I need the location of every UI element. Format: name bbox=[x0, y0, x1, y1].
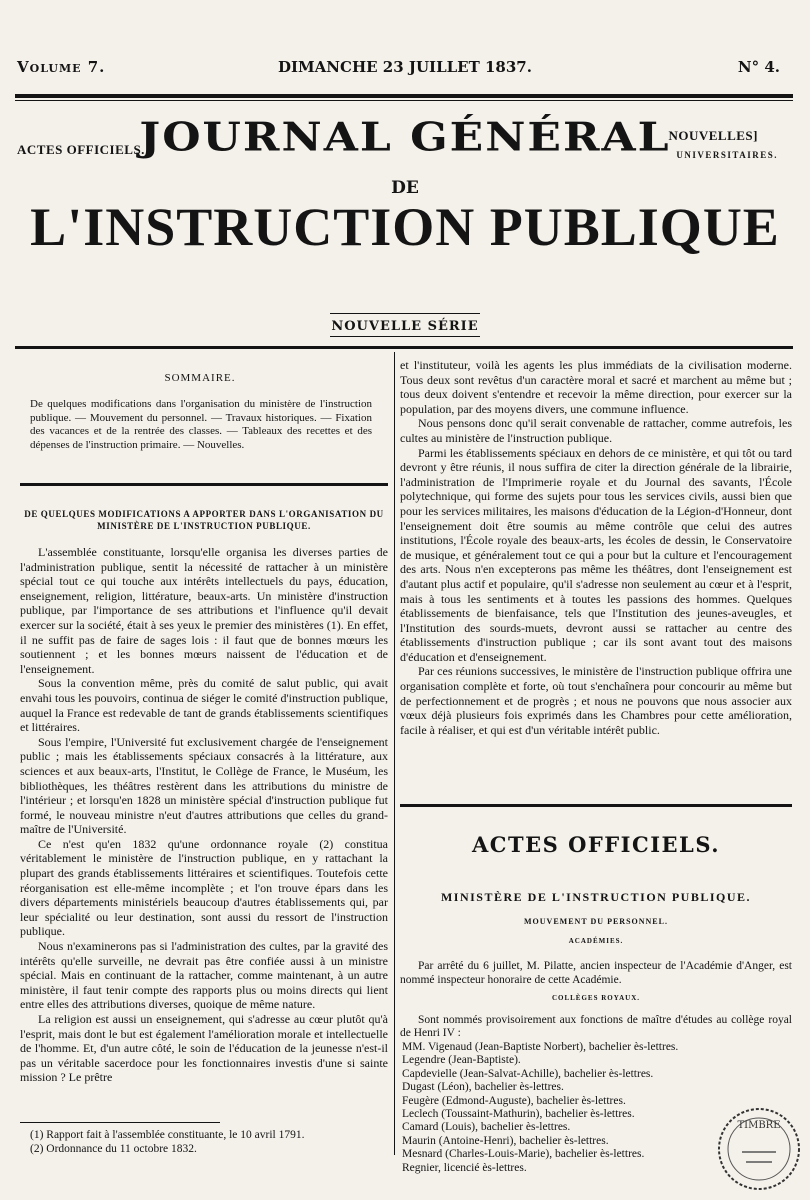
article-paragraph: Parmi les établissements spéciaux en dehors de ce ministère, et qui tôt ou tard devront y être réunis, il nous suffira de citer la direction générale de la librairie, l'administration de l'Imprimerie royale et du Journal des savants, l'École polytechnique, qui forme des sujets pour tous les services civils, aussi bien que pour les services militaires, les maisons d'éducation de la Légion-d'Honneur, dont l'enseignement doit être soumis au même contrôle que celui des autres institutions, l'École royale des beaux-arts, les écoles de dessin, le Conservatoire de musique, et généralement tout ce qui a pour but la culture et l'encouragement des arts. Nous n'en excepterons pas même les théâtres, dont l'enseignement est d'autant plus actif et populaire, qu'il s'adresse non seulement au cœur et à l'esprit, mais à tous les sentiments et à toutes les passions des hommes. Quelques établissements de bienfaisance, tels que l'Institution des jeunes-aveugles, et l'Institution des sourds-muets, devront aussi se rattacher au centre des établissements d'instruction publique ; car ils sont avant tout des maisons d'éducation et d'enseignement. bbox=[400, 445, 792, 664]
serie-rule-bottom bbox=[330, 336, 480, 337]
list-item: Dugast (Léon), bachelier ès-lettres. bbox=[402, 1081, 564, 1094]
sommaire-heading: SOMMAIRE. bbox=[164, 372, 236, 384]
issue-number: N° 4. bbox=[737, 58, 780, 76]
serie-rule-top bbox=[330, 313, 480, 314]
article-paragraph: La religion est aussi un enseignement, qui s'adresse au cœur plutôt qu'à l'esprit, mais dont le but est également l'amélioration morale et intellectuelle de l'homme. Et, d'un autre côté, le soin de l'éducation de la jeunesse n'est-il pas un véritable sacerdoce pour les fonctionnaires investis d'une si sainte mission ? Le prêtre bbox=[20, 1012, 388, 1085]
article-paragraph: L'assemblée constituante, lorsqu'elle organisa les diverses parties de l'administration publique, sentit la nécessité de rattacher à un ministère spécial tout ce qui touche aux intérêts intellectuels du pays, éducation, enseignement, religion, littérature, beaux-arts. Un ministère d'instruction publique, par l'importance de ses attributions et l'influence qu'il devait exercer sur la société, était à ses yeux le premier des ministères (1). En effet, il ne suffit pas de faire de sages lois : il faut que de bonnes mœurs les soutiennent ; et les bonnes mœurs naissent de l'éducation et de l'enseignement. bbox=[20, 545, 388, 676]
footnote-rule bbox=[20, 1122, 220, 1123]
nomination-paragraph: Sont nommés provisoirement aux fonctions de maître d'études au collège royal de Henri IV : bbox=[400, 1014, 792, 1040]
article-paragraph: Sous la convention même, près du comité de salut public, qui avait envahi tous les pouvoirs, continua de siéger le comité d'instruction publique, auquel la France est redevable de tant de grands établissements scientifiques et littéraires. bbox=[20, 676, 388, 735]
article-paragraph: Sous l'empire, l'Université fut exclusivement chargée de l'enseignement public ; mais les établissements spéciaux consacrés à la littérature, aux sciences et aux beaux-arts, l'Institut, le Collège de France, le Muséum, les bibliothèques, les théâtres restèrent dans les attributions du ministre de l'intérieur ; et lorsqu'en 1828 un ministère spécial d'instruction publique fut formé, le nouveau ministre n'eut d'autres attributions que celles du grand-maître de l'Université. bbox=[20, 734, 388, 837]
article-paragraph: Nous n'examinerons pas si l'administration des cultes, par la gravité des intérêts qu'elle surveille, ne devrait pas être confiée aussi à un ministre spécial. Mais en continuant de la rattacher, comme maintenant, à un autre ministère, il faut tenir compte des rapports plus ou moins directs qui lient entre elles des attributions diverses, quoique de même nature. bbox=[20, 939, 388, 1012]
list-item: Feugère (Edmond-Auguste), bachelier ès-lettres. bbox=[402, 1094, 626, 1107]
header-bottom-rule bbox=[15, 346, 793, 349]
section-heading: MOUVEMENT DU PERSONNEL. bbox=[524, 917, 668, 926]
left-section-label: ACTES OFFICIELS. bbox=[17, 142, 145, 157]
list-item: Maurin (Antoine-Henri), bachelier ès-lettres. bbox=[402, 1134, 609, 1147]
article-paragraph: Ce n'est qu'en 1832 qu'une ordonnance royale (2) constitua véritablement le ministère de l'instruction publique, en y rattachant la plupart des grands établissements littéraires et scientifiques. Toutefois cette réorganisation est elle-même incomplète ; et l'on trouve épars dans les divers départements ministériels beaucoup d'autres établissements qui, par leur spécialité ou leur destination, sont aussi du ressort de l'instruction publique. bbox=[20, 836, 388, 939]
title-de: DE bbox=[391, 178, 419, 198]
list-item: Leclech (Toussaint-Mathurin), bachelier ès-lettres. bbox=[402, 1108, 635, 1121]
arrete-text bbox=[400, 960, 792, 987]
list-item: Regnier, licencié ès-lettres. bbox=[402, 1161, 527, 1174]
stamp-label: TIMBRE bbox=[737, 1120, 781, 1131]
masthead-rule bbox=[15, 94, 793, 98]
arrete-paragraph: Par arrêté du 6 juillet, M. Pilatte, ancien inspecteur de l'Académie d'Anger, est nommé inspecteur honoraire de cette Académie. bbox=[400, 960, 792, 986]
article-paragraph: Nous pensons donc qu'il serait convenable de rattacher, comme autrefois, les cultes au ministère de l'instruction publique. bbox=[400, 416, 792, 445]
list-item: MM. Vigenaud (Jean-Baptiste Norbert), bachelier ès-lettres. bbox=[402, 1041, 679, 1053]
volume-label: Volume 7. bbox=[17, 58, 106, 76]
subsection-heading: ACADÉMIES. bbox=[568, 937, 624, 945]
nomination-text bbox=[400, 1014, 792, 1041]
article-heading: DE QUELQUES MODIFICATIONS A APPORTER DANS L'ORGANISATION DU MINISTÈRE DE L'INSTRUCTION PUBLIQUE. bbox=[24, 509, 384, 531]
ministry-heading: MINISTÈRE DE L'INSTRUCTION PUBLIQUE. bbox=[440, 890, 752, 904]
stamp-seal bbox=[712, 1102, 806, 1196]
list-item: Mesnard (Charles-Louis-Marie), bachelier ès-lettres. bbox=[402, 1148, 645, 1161]
footnotes bbox=[30, 1128, 390, 1156]
actes-rule bbox=[400, 804, 792, 807]
sommaire-text: De quelques modifications dans l'organisation du ministère de l'instruction publique. — Mouvement du personnel. — Travaux historiques. — Fixation des vacances et de la rentrée des classes. — Tableaux des recettes et des dépenses de l'instruction primaire. — Nouvelles. bbox=[30, 398, 372, 451]
article-paragraph: et l'instituteur, voilà les agents les plus immédiats de la civilisation moderne. Tous deux sont revêtus d'un caractère moral et sacré et marchent au même but ; tous deux doivent s'entendre et recevoir la même direction, pour exercer sur la population, par des moyens divers, une commune influence. bbox=[400, 358, 792, 416]
main-title: L'INSTRUCTION PUBLIQUE bbox=[30, 197, 780, 257]
colleges-heading: COLLÈGES ROYAUX. bbox=[551, 994, 641, 1002]
list-item: Capdevielle (Jean-Salvat-Achille), bachelier ès-lettres. bbox=[402, 1067, 654, 1080]
footnote-2: (2) Ordonnance du 11 octobre 1832. bbox=[30, 1143, 197, 1155]
article-right-column bbox=[400, 358, 792, 737]
footnote-1: (1) Rapport fait à l'assemblée constituante, le 10 avril 1791. bbox=[30, 1129, 305, 1141]
sommaire-rule bbox=[20, 483, 388, 486]
list-item: Camard (Louis), bachelier ès-lettres. bbox=[402, 1121, 571, 1134]
issue-date: DIMANCHE 23 JUILLET 1837. bbox=[278, 58, 532, 76]
masthead-rule-thin bbox=[15, 100, 793, 101]
article-paragraph: Par ces réunions successives, le ministère de l'instruction publique offrira une organisation complète et forte, où tout s'enchaînera pour concourir au même but de perfectionnement et de progrès ; et nous ne pouvons que nous associer aux vœux déjà plusieurs fois exprimés dans les Chambres pour cette amélioration, facile à réaliser, et qui est d'un véritable intérêt public. bbox=[400, 664, 792, 737]
journal-title: JOURNAL GÉNÉRAL bbox=[139, 114, 671, 161]
actes-title: ACTES OFFICIELS. bbox=[471, 832, 721, 857]
right-section-label-2: UNIVERSITAIRES. bbox=[676, 150, 778, 160]
list-item: Legendre (Jean-Baptiste). bbox=[402, 1054, 521, 1067]
column-divider bbox=[394, 352, 395, 1155]
article-left-column bbox=[20, 545, 388, 1085]
right-section-label: NOUVELLES] bbox=[668, 128, 758, 143]
names-list bbox=[402, 1041, 678, 1175]
series-label: NOUVELLE SÉRIE bbox=[331, 319, 479, 334]
